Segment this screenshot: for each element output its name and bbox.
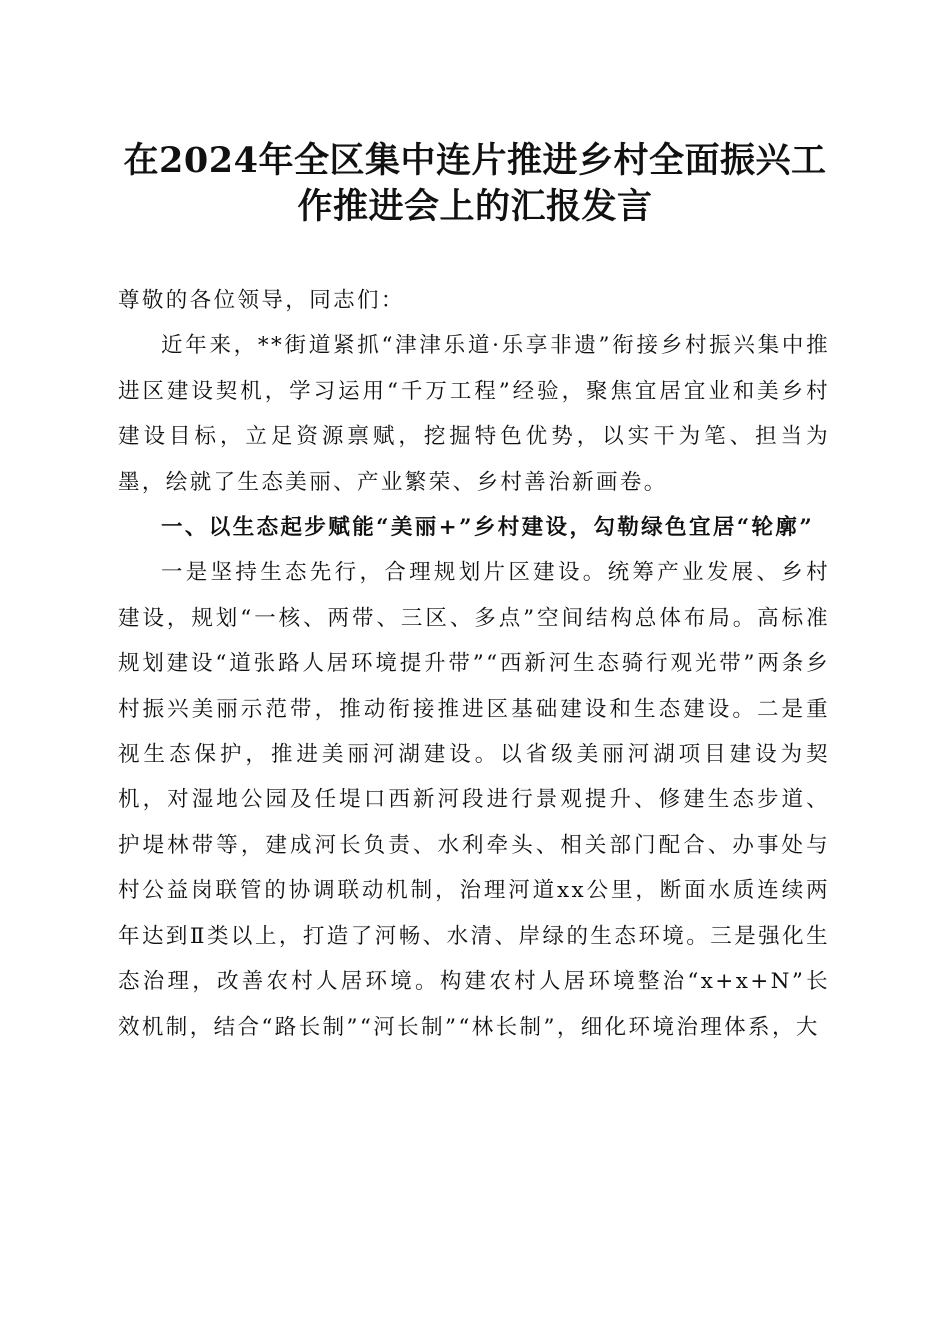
section-1-paragraph: 一是坚持生态先行，合理规划片区建设。统筹产业发展、乡村建设，规划“一核、两带、三区、多点”空间结构总体布局。高标准规划建设“道张路人居环境提升带”“西新河生态骑行观光带”两条乡村振兴美丽示范带，推动衔接推进区基础建设和生态建设。二是重视生态保护，推进美丽河湖建设。以省级美丽河湖项目建设为契机，对湿地公园及任堤口西新河段进行景观提升、修建生态步道、护堤林带等，建成河长负责、水利牵头、相关部门配合、办事处与村公益岗联管的协调联动机制，治理河道xx公里，断面水质连续两年达到Ⅱ类以上，打造了河畅、水清、岸绿的生态环境。三是强化生态治理，改善农村人居环境。构建农村人居环境整治“x+x+N”长效机制，结合“路长制”“河长制”“林长制”，细化环境治理体系，大	[118, 560, 830, 1040]
salutation: 尊敬的各位领导，同志们：	[118, 288, 405, 313]
intro-paragraph: 近年来，**街道紧抓“津津乐道·乐享非遗”衔接乡村振兴集中推进区建设契机，学习运用“千万工程”经验，聚焦宜居宜业和美乡村建设目标，立足资源禀赋，挖掘特色优势，以实干为笔、担当为墨，绘就了生态美丽、产业繁荣、乡村善治新画卷。	[118, 333, 830, 495]
document-body	[118, 278, 830, 1050]
document-title: 在2024年全区集中连片推进乡村全面振兴工作推进会上的汇报发言	[123, 140, 827, 227]
section-heading-1: 一、以生态起步赋能“美丽+”乡村建设，勾勒绿色宜居“轮廓”	[161, 515, 815, 541]
